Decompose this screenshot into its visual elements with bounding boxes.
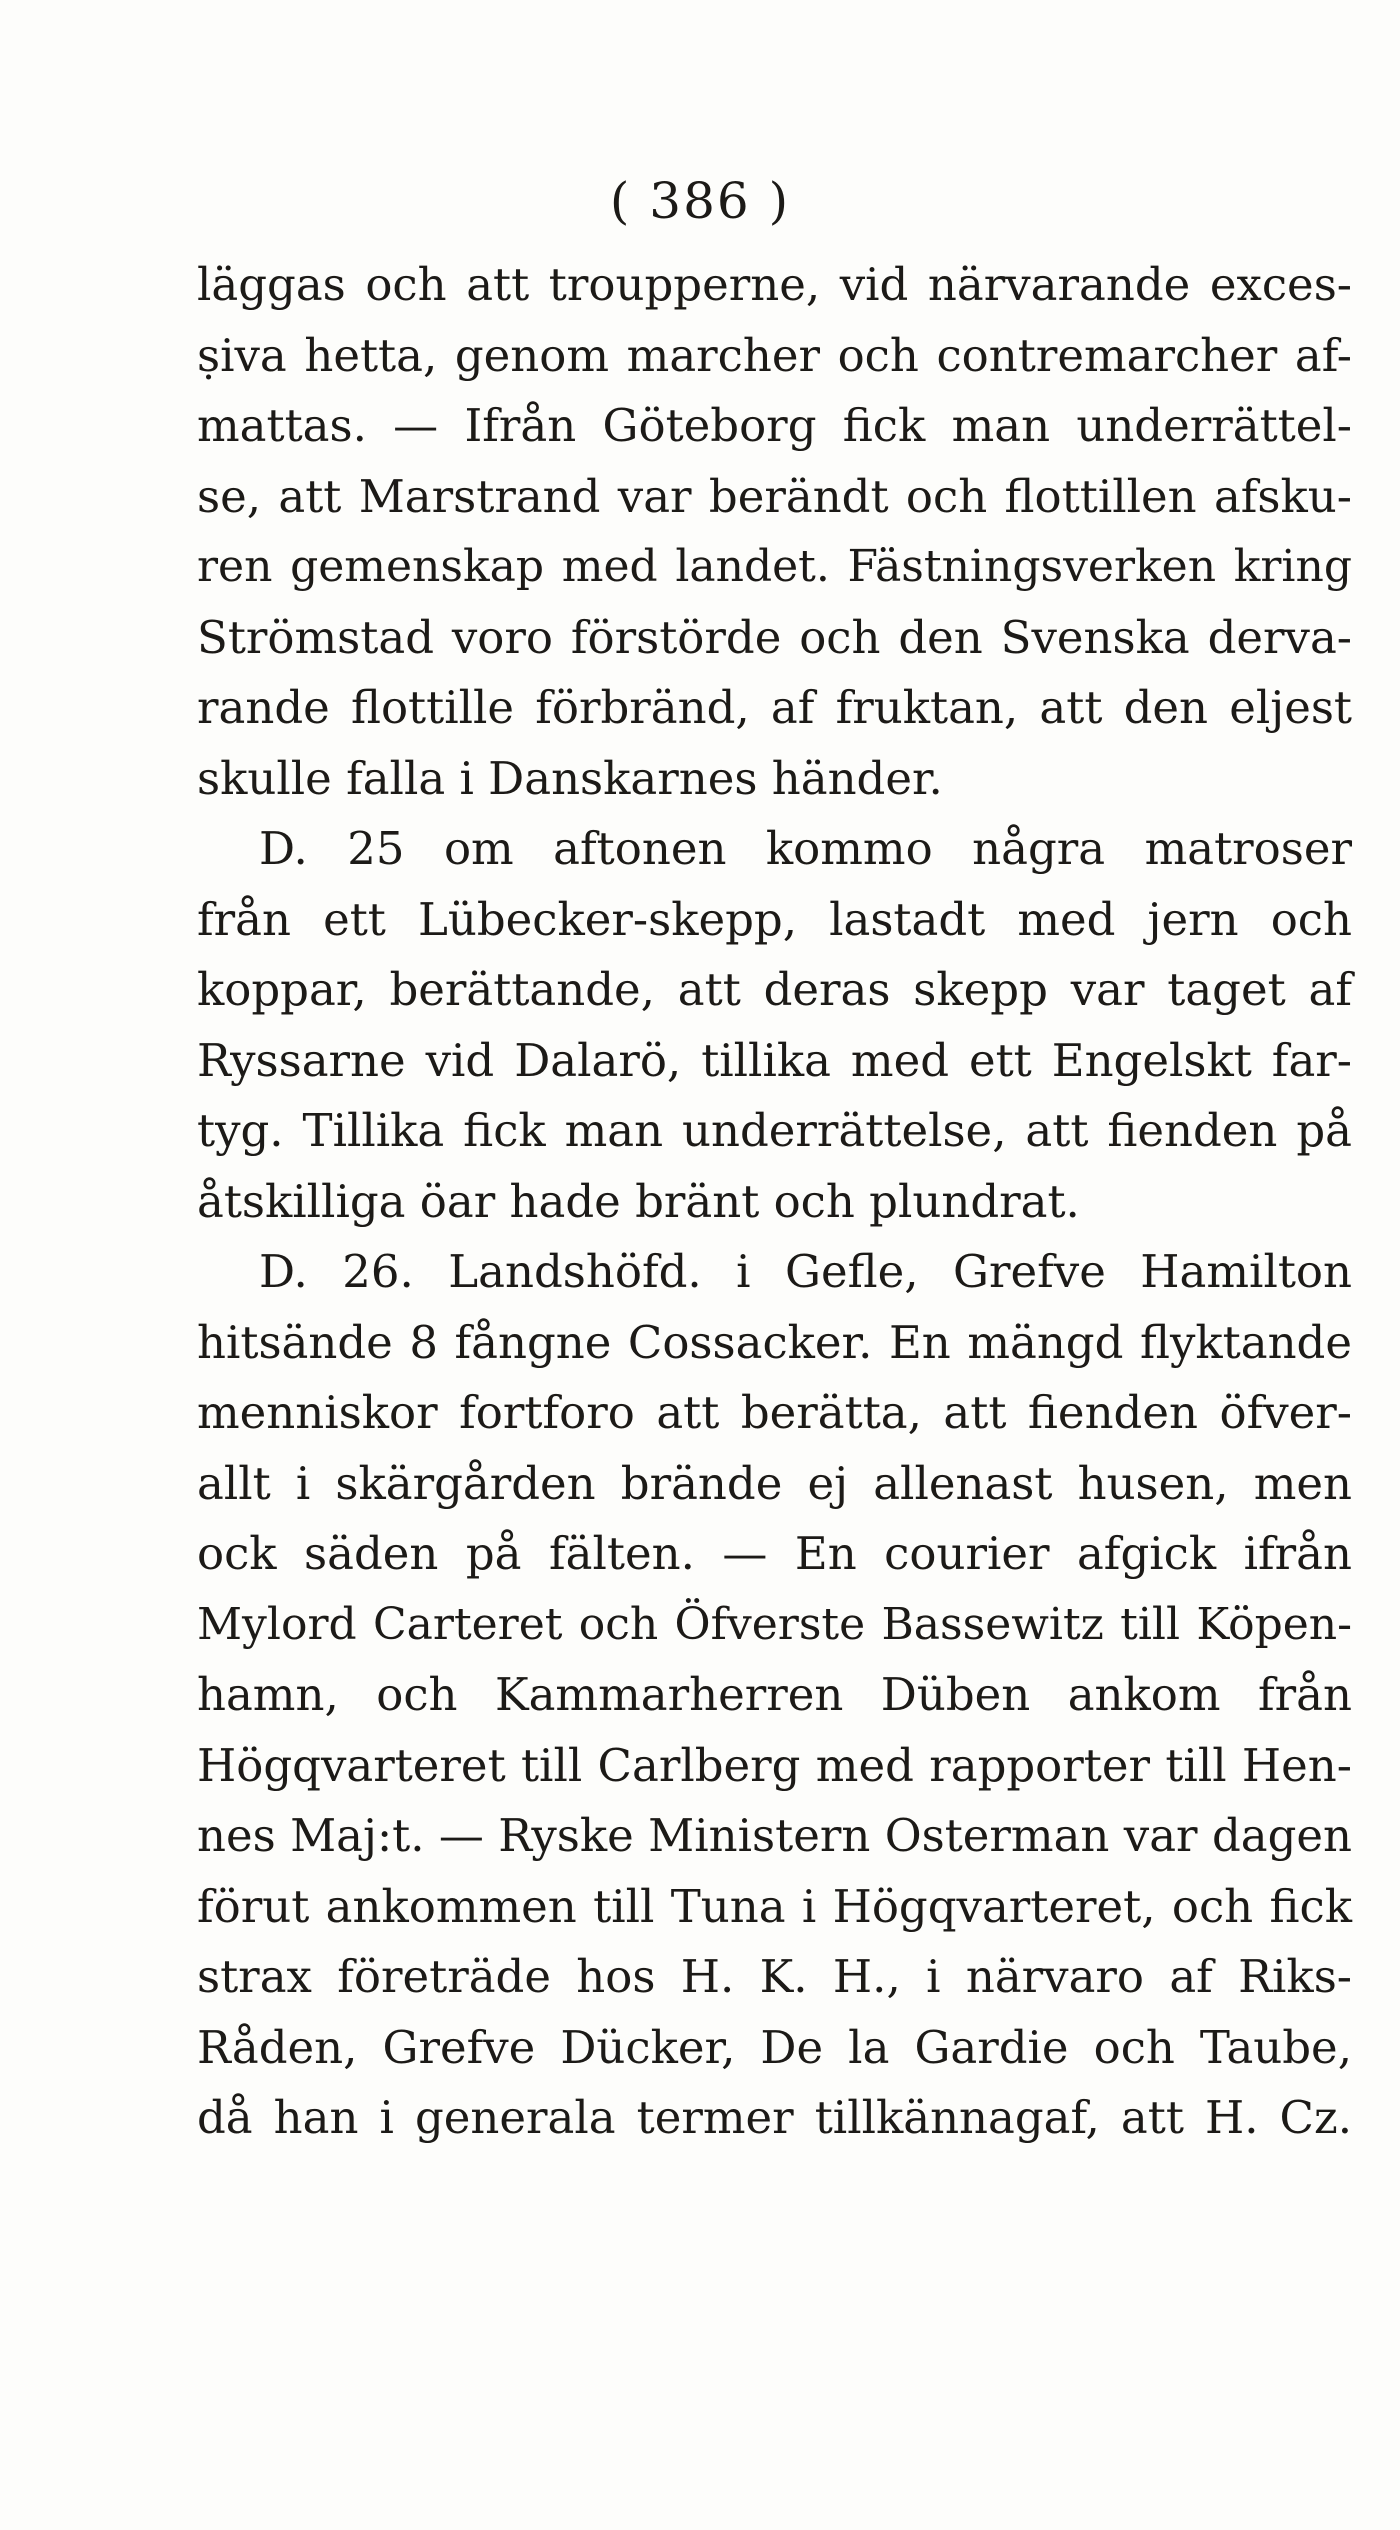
text-line: allt i skärgården brände ej allenast husen, men <box>197 1456 1352 1510</box>
body-text <box>197 250 1352 2154</box>
text-line: då han i generala termer tillkännagaf, att H. Cz. <box>197 2091 1352 2144</box>
text-line: Mylord Carteret och Öfverste Bassewitz till Köpen- <box>197 1598 1352 1650</box>
text-line: menniskor fortforo att berätta, att fienden öfver- <box>197 1386 1352 1439</box>
text-line: D. 25 om aftonen kommo några matroser <box>259 822 1352 875</box>
text-line: nes Maj:t. — Ryske Ministern Osterman var dagen <box>197 1809 1352 1862</box>
text-line: förut ankommen till Tuna i Högqvarteret, och fick <box>197 1879 1352 1933</box>
text-line: ren gemenskap med landet. Fästningsverken kring <box>197 541 1352 592</box>
text-line: tyg. Tillika fick man underrättelse, att fienden på <box>197 1104 1352 1157</box>
text-line: se, att Marstrand var berändt och flottillen afsku- <box>197 469 1352 523</box>
text-line: Ryssarne vid Dalarö, tillika med ett Engelskt far- <box>197 1033 1352 1087</box>
text-line: hitsände 8 fångne Cossacker. En mängd flyktande <box>197 1315 1352 1369</box>
text-line: strax företräde hos H. K. H., i närvaro af Riks- <box>197 1950 1352 2003</box>
text-line: åtskilliga öar hade bränt och plundrat. <box>197 1174 1080 1228</box>
page-number: ( 386 ) <box>609 172 791 230</box>
text-line: koppar, berättande, att deras skepp var taget af <box>197 963 1352 1016</box>
text-line: Råden, Grefve Dücker, De la Gardie och Taube, <box>197 2020 1352 2074</box>
text-line: rande flottille förbränd, af fruktan, att den eljest <box>197 681 1352 734</box>
text-line: ṣiva hetta, genom marcher och contremarcher af- <box>197 328 1352 382</box>
text-line: skulle falla i Danskarnes händer. <box>197 751 943 805</box>
text-line: Strömstad voro förstörde och den Svenska derva- <box>197 610 1352 664</box>
text-line: från ett Lübecker-skepp, lastadt med jern och <box>197 892 1352 946</box>
text-line: D. 26. Landshöfd. i Gefle, Grefve Hamilton <box>259 1245 1352 1298</box>
text-line: ock säden på fälten. — En courier afgick ifrån <box>197 1527 1352 1580</box>
text-line: hamn, och Kammarherren Düben ankom från <box>197 1668 1352 1721</box>
text-line: Högqvarteret till Carlberg med rapporter till Hen- <box>197 1738 1352 1792</box>
text-line: mattas. — Ifrån Göteborg fick man underrättel- <box>197 399 1352 452</box>
text-line: läggas och att troupperne, vid närvarande exces- <box>197 258 1352 311</box>
